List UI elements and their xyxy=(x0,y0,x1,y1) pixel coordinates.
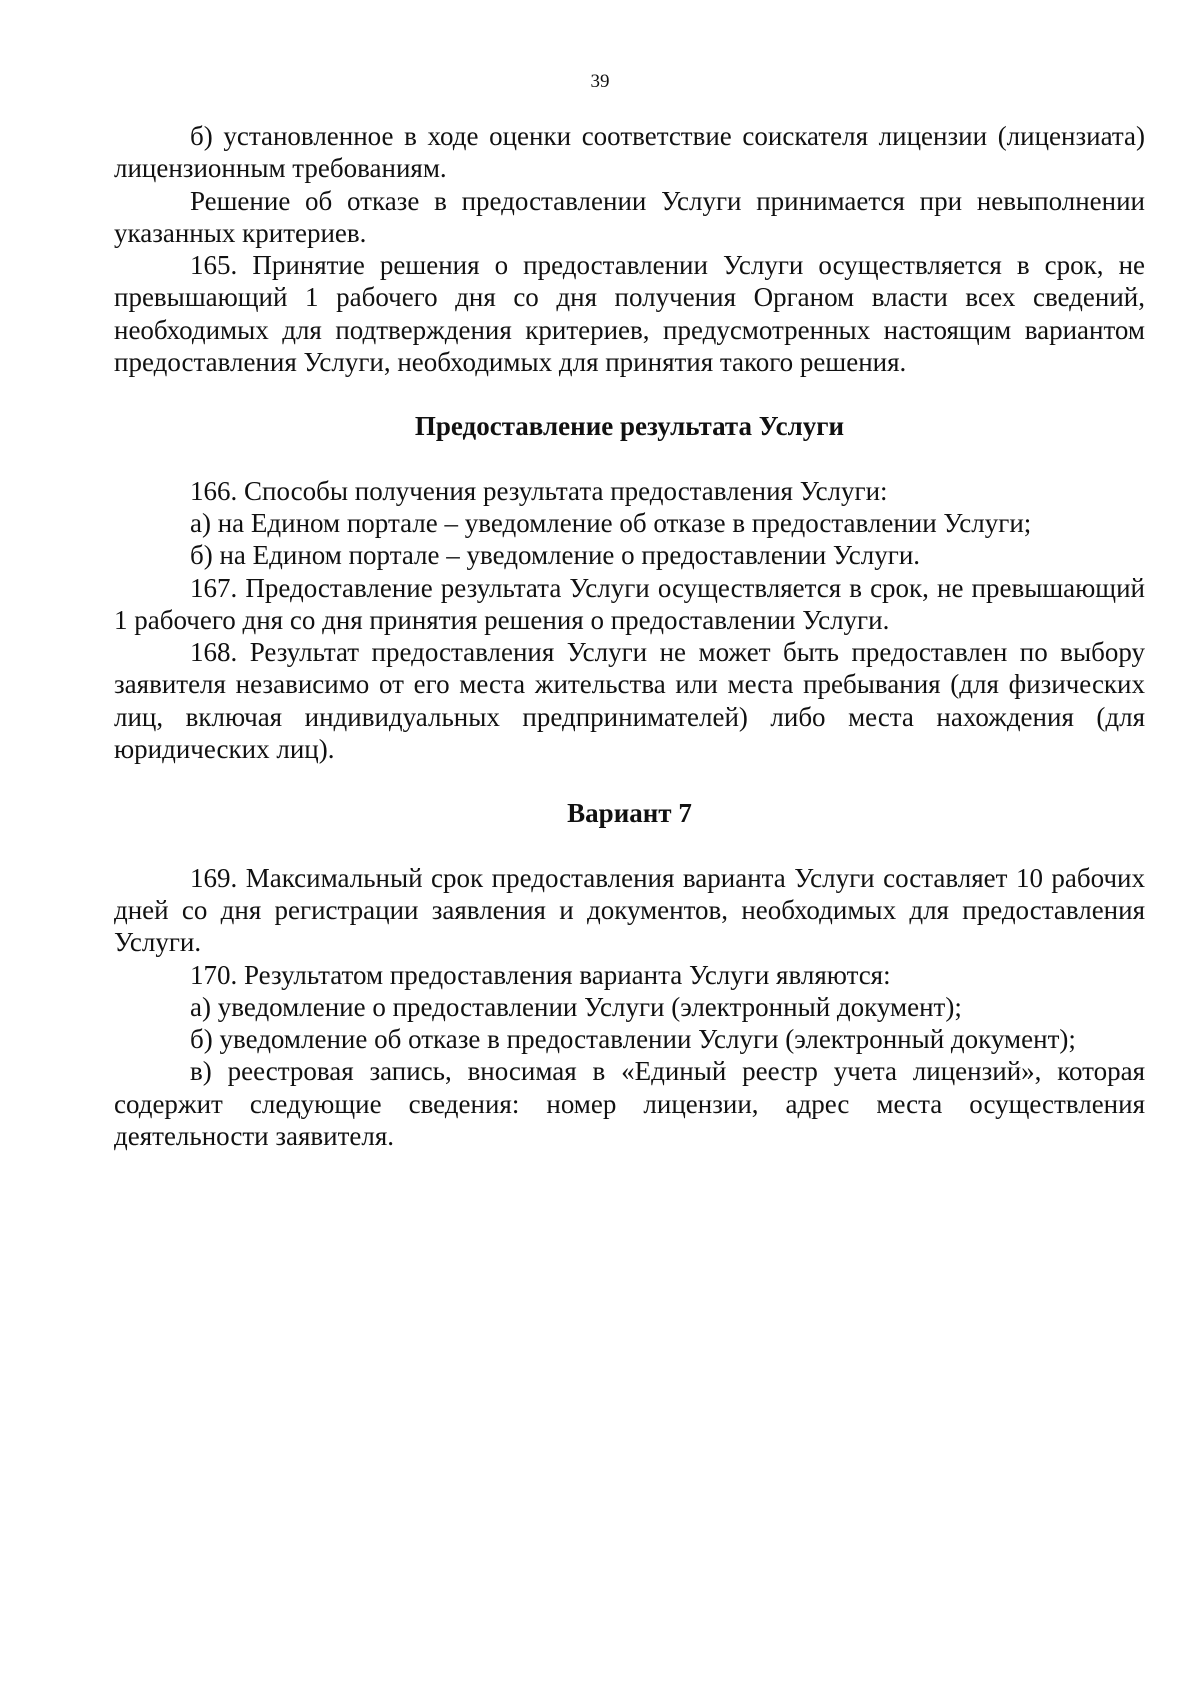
document-body xyxy=(114,120,1145,1152)
paragraph-170-a: а) уведомление о предоставлении Услуги (электронный документ); xyxy=(190,991,962,1022)
paragraph-166: 166. Способы получения результата предоставления Услуги: xyxy=(190,475,888,506)
paragraph-169: 169. Максимальный срок предоставления варианта Услуги составляет 10 рабочих дней со дня регистрации заявления и документов, необходимых для предоставления Услуги. xyxy=(114,862,1145,958)
paragraph-b-compliance: б) установленное в ходе оценки соответствие соискателя лицензии (лицензиата) лицензионным требованиям. xyxy=(114,121,1145,184)
page-number: 39 xyxy=(590,71,610,92)
paragraph-166-a: а) на Едином портале – уведомление об отказе в предоставлении Услуги; xyxy=(190,507,1032,538)
paragraph-167: 167. Предоставление результата Услуги осуществляется в срок, не превышающий 1 рабочего дня со дня принятия решения о предоставлении Услуги. xyxy=(114,572,1145,635)
paragraph-refusal-decision: Решение об отказе в предоставлении Услуги принимается при невыполнении указанных критериев. xyxy=(114,185,1145,248)
paragraph-170-b: б) уведомление об отказе в предоставлении Услуги (электронный документ); xyxy=(190,1024,1076,1055)
paragraph-165: 165. Принятие решения о предоставлении Услуги осуществляется в срок, не превышающий 1 рабочего дня со дня получения Органом власти всех сведений, необходимых для подтверждения критериев, предусмотренных настоящим вариантом предоставления Услуги, необходимых для принятия такого решения. xyxy=(114,250,1145,378)
paragraph-166-b: б) на Едином портале – уведомление о предоставлении Услуги. xyxy=(190,540,921,571)
section-heading-result: Предоставление результата Услуги xyxy=(414,411,845,442)
paragraph-170-v: в) реестровая запись, вносимая в «Единый реестр учета лицензий», которая содержит следующие сведения: номер лицензии, адрес места осуществления деятельности заявителя. xyxy=(114,1056,1145,1152)
section-heading-variant-7: Вариант 7 xyxy=(567,798,692,829)
paragraph-170: 170. Результатом предоставления варианта Услуги являются: xyxy=(190,959,891,990)
paragraph-168: 168. Результат предоставления Услуги не может быть предоставлен по выбору заявителя независимо от его места жительства или места пребывания (для физических лиц, включая индивидуальных предпринимателей) либо места нахождения (для юридических лиц). xyxy=(114,637,1145,765)
